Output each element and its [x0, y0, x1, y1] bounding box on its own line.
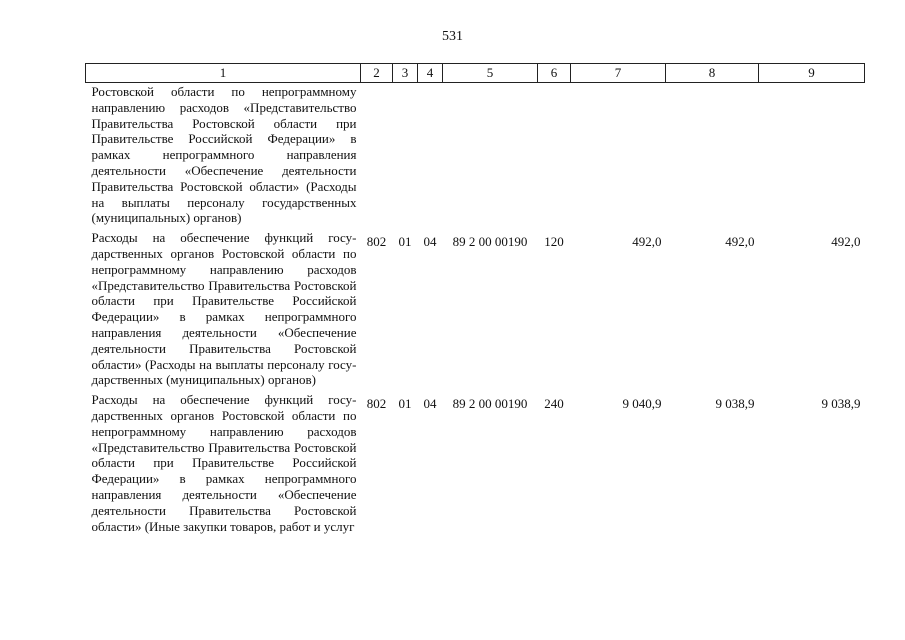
target-article-code: 89 2 00 00190 [452, 234, 528, 250]
column-header: 3 [393, 64, 418, 83]
table-header-row [86, 64, 865, 83]
column-header: 5 [443, 64, 538, 83]
amount-col9 [759, 83, 865, 231]
expense-type-code: 240 [544, 396, 564, 412]
table-row [86, 230, 865, 392]
column-header: 1 [86, 64, 361, 83]
subsection-code [418, 83, 443, 231]
expense-type-code [538, 83, 571, 231]
amount-col9: 492,0 [831, 234, 861, 250]
target-article-code [443, 83, 538, 231]
section-code: 01 [398, 234, 412, 250]
subsection-code: 04 [423, 396, 437, 412]
amount-col9: 9 038,9 [821, 396, 861, 412]
amount-col7: 9 040,9 [622, 396, 662, 412]
row-description: Расходы на обеспечение функций государственных органов Ростовской области по непрограммному направлению расходов «Представительство Правительства Ростовской области при Правительстве Российской Федерации» в рамках непрограммного направления деятельности «Обеспечение деятельности Правительства Ростовской области» (Расходы на выплаты персоналу государственных (муниципальных) органов) [91, 230, 357, 388]
section-code [393, 83, 418, 231]
column-header: 4 [418, 64, 443, 83]
amount-col8: 492,0 [725, 234, 755, 250]
amount-col8 [666, 83, 759, 231]
target-article-code: 89 2 00 00190 [452, 396, 528, 412]
table-row [86, 83, 865, 231]
table-row [86, 392, 865, 538]
ministry-code [361, 83, 393, 231]
amount-col8: 9 038,9 [715, 396, 755, 412]
ministry-code: 802 [366, 396, 387, 412]
subsection-code: 04 [423, 234, 437, 250]
row-description: Расходы на обеспечение функций государственных органов Ростовской области по непрограммному направлению расходов «Представительство Правительства Ростовской области при Правительстве Российской Федерации» в рамках непрограммного направления деятельности «Обеспечение деятельности Правительства Ростовской области» (Иные закупки товаров, работ и услуг [91, 392, 357, 534]
row-description: Ростовской области по непрограммному направлению расходов «Представительство Правительства Ростовской области при Правительстве Российской Федерации» в рамках непрограммного направления деятельности «Обеспечение деятельности Правительства Ростовской области» (Расходы на выплаты персоналу государственных (муниципальных) органов) [91, 84, 357, 226]
page-number: 531 [442, 29, 463, 44]
budget-table [85, 63, 865, 538]
expense-type-code: 120 [544, 234, 564, 250]
amount-col7 [571, 83, 666, 231]
column-header: 6 [538, 64, 571, 83]
column-header: 7 [571, 64, 666, 83]
column-header: 8 [666, 64, 759, 83]
amount-col7: 492,0 [632, 234, 662, 250]
ministry-code: 802 [366, 234, 387, 250]
column-header: 9 [759, 64, 865, 83]
column-header: 2 [361, 64, 393, 83]
section-code: 01 [398, 396, 412, 412]
